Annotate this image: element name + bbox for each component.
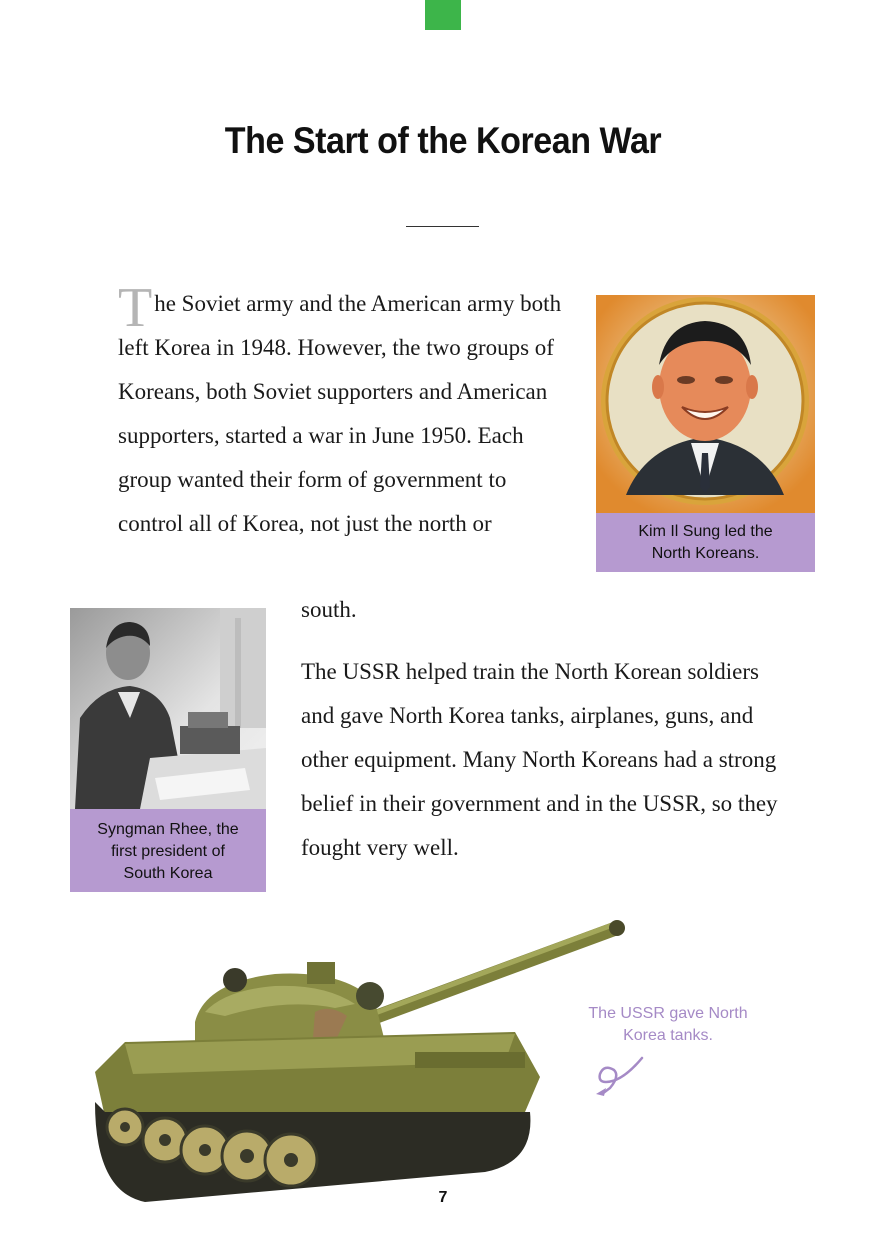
caption-line: The USSR gave North — [588, 1005, 748, 1022]
caption-line: Kim Il Sung led the — [638, 523, 773, 540]
paragraph-1 — [118, 277, 568, 546]
paragraph-2: The USSR helped train the North Korean soldiers and gave North Korea tanks, airplanes, guns, and other equipment. Many North Koreans had a strong belief in their government and in the USSR, so they fought very well. — [301, 659, 778, 860]
caption-line: Syngman Rhee, the — [97, 821, 239, 838]
caption-line: South Korea — [123, 865, 213, 882]
caption-line: Korea tanks. — [623, 1027, 713, 1044]
syngman-rhee-caption — [70, 809, 266, 892]
page-number: 7 — [438, 1189, 448, 1206]
curly-arrow-icon — [592, 1052, 648, 1096]
tank-caption — [576, 1003, 760, 1047]
kim-il-sung-portrait — [596, 295, 815, 513]
tank-image — [85, 912, 635, 1212]
syngman-rhee-photo — [70, 608, 266, 809]
caption-line: North Koreans. — [651, 545, 760, 562]
drop-cap: T — [118, 277, 153, 339]
kim-il-sung-caption — [596, 513, 815, 572]
paragraph-1-continuation: south. — [301, 597, 357, 622]
title-divider — [406, 226, 479, 227]
caption-line: first president of — [111, 843, 225, 860]
page-title: The Start of the Korean War — [224, 120, 662, 161]
paragraph-1-text: he Soviet army and the American army both left Korea in 1948. However, the two groups of Koreans, both Soviet supporters and American supporters, started a war in June 1950. Each group wanted their form of government to control all of Korea, not just the north or — [118, 291, 562, 536]
top-color-tab — [425, 0, 461, 30]
